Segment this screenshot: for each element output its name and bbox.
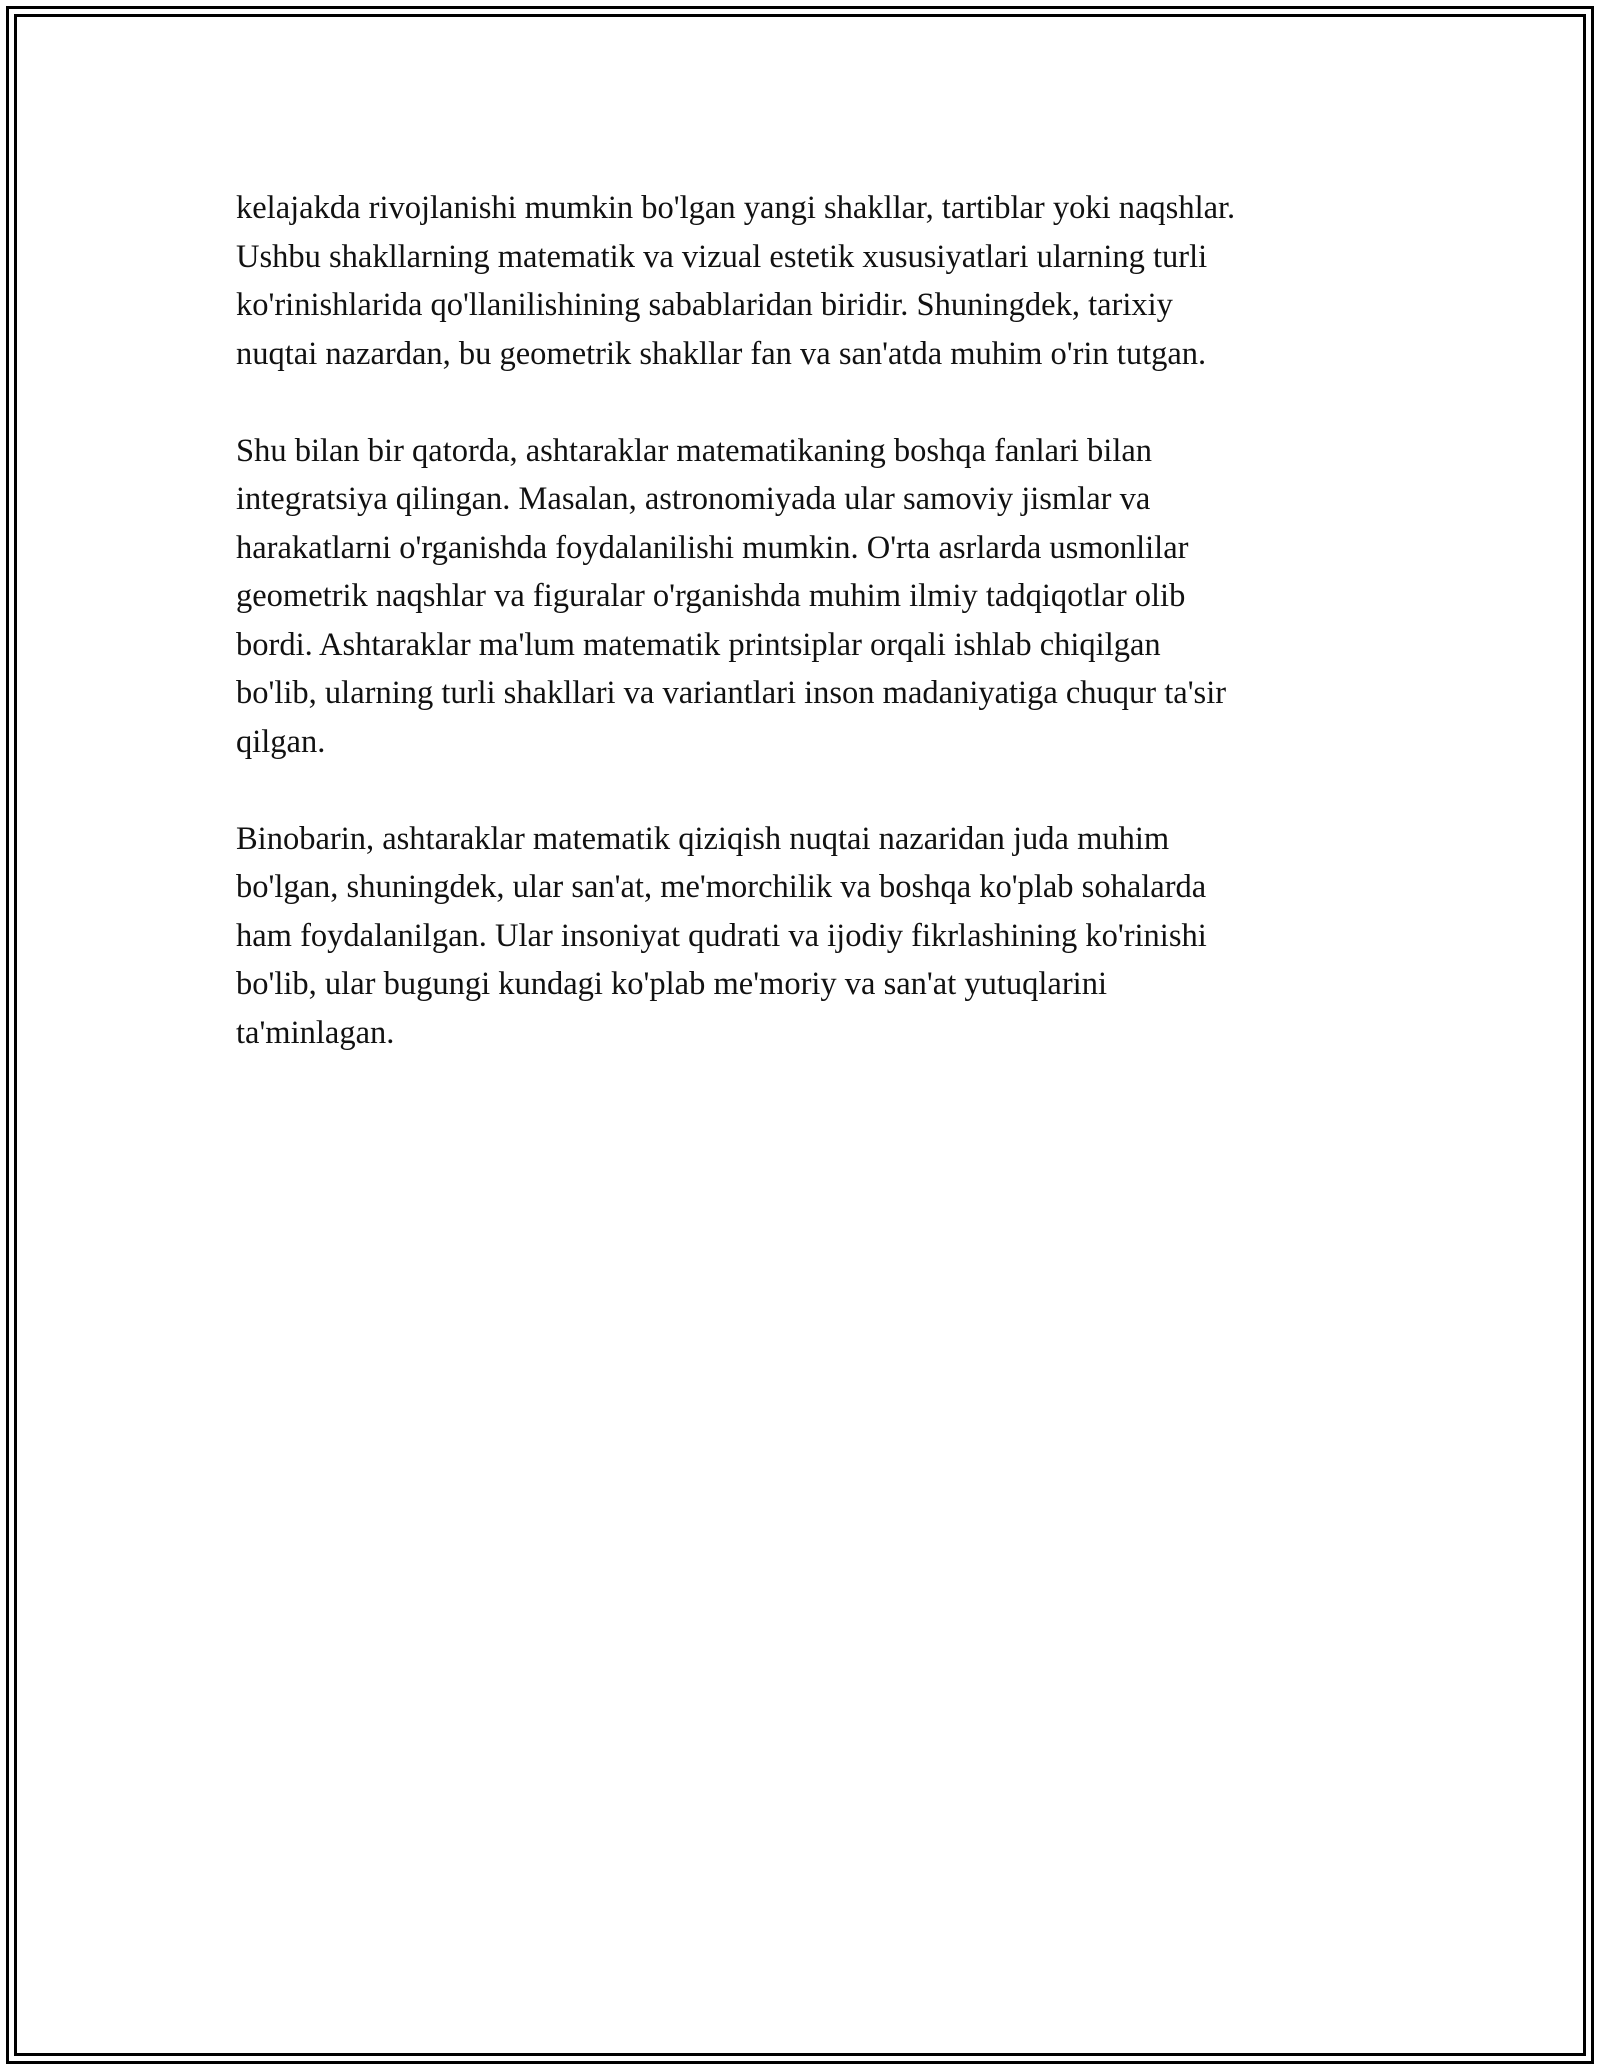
paragraph-2 — [236, 427, 1386, 767]
text-line: bo'lib, ular bugungi kundagi ko'plab me'moriy va san'at yutuqlarini — [236, 966, 1107, 1002]
text-line: integratsiya qilingan. Masalan, astronomiyada ular samoviy jismlar va — [236, 481, 1151, 517]
text-line: Shu bilan bir qatorda, ashtaraklar matematikaning boshqa fanlari bilan — [236, 432, 1153, 469]
text-line: ko'rinishlarida qo'llanilishining sabablaridan biridir. Shuningdek, tarixiy — [236, 287, 1173, 323]
text-line: qilgan. — [236, 723, 326, 760]
paragraph-3 — [236, 815, 1386, 1058]
text-line: harakatlarni o'rganishda foydalanilishi mumkin. O'rta asrlarda usmonlilar — [236, 529, 1189, 566]
text-line: bordi. Ashtaraklar ma'lum matematik printsiplar orqali ishlab chiqilgan — [236, 626, 1161, 663]
text-line: nuqtai nazardan, bu geometrik shakllar fan va san'atda muhim o'rin tutgan. — [236, 335, 1207, 372]
text-line: geometrik naqshlar va figuralar o'rganishda muhim ilmiy tadqiqotlar olib — [236, 578, 1186, 614]
text-line: bo'lgan, shuningdek, ular san'at, me'morchilik va boshqa ko'plab sohalarda — [236, 869, 1207, 905]
text-line: bo'lib, ularning turli shakllari va variantlari inson madaniyatiga chuqur ta'sir — [236, 675, 1227, 711]
text-line: ham foydalanilgan. Ular insoniyat qudrati va ijodiy fikrlashining ko'rinishi — [236, 917, 1207, 954]
text-line: kelajakda rivojlanishi mumkin bo'lgan yangi shakllar, tartiblar yoki naqshlar. — [236, 190, 1236, 226]
paragraph-1 — [236, 184, 1386, 378]
text-line: ta'minlagan. — [236, 1014, 395, 1051]
text-line: Binobarin, ashtaraklar matematik qiziqish nuqtai nazaridan juda muhim — [236, 820, 1170, 857]
document-body — [236, 184, 1386, 1106]
text-line: Ushbu shakllarning matematik va vizual estetik xususiyatlari ularning turli — [236, 238, 1208, 275]
